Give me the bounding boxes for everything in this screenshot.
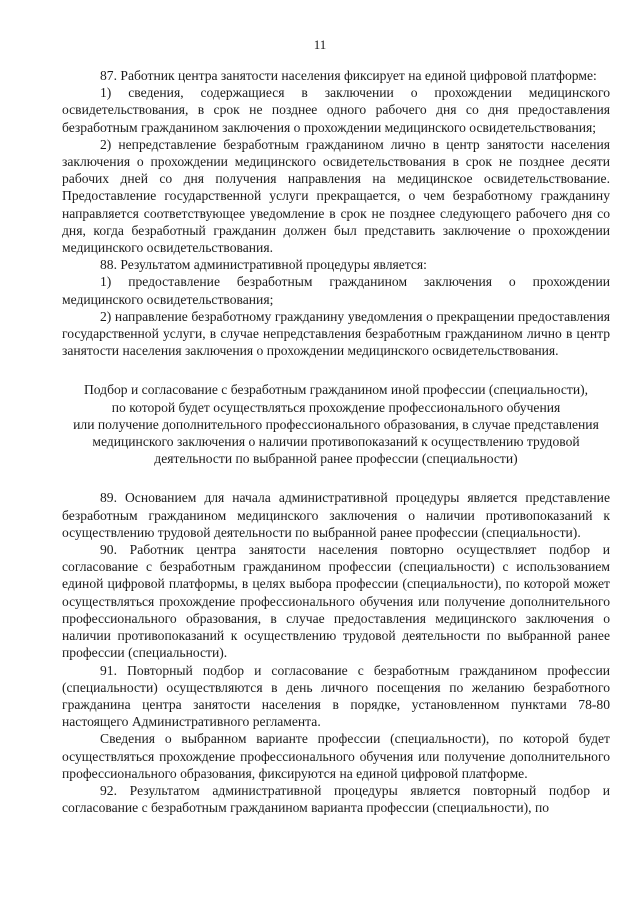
section-heading bbox=[62, 381, 610, 467]
document-body bbox=[62, 67, 610, 816]
paragraph-91: 91. Повторный подбор и согласование с безработным гражданином профессии (специальности) осуществляются в день личного посещения по желанию безработного гражданина центра занятости населения в порядке, установленном пунктами 78-80 настоящего Административного регламента. bbox=[62, 662, 610, 730]
section-heading-line: или получение дополнительного профессионального образования, в случае представления bbox=[73, 416, 599, 432]
paragraph-90: 90. Работник центра занятости населения повторно осуществляет подбор и согласование с безработным гражданином профессии (специальности) с использованием единой цифровой платформы, в целях выбора профессии (специальности), по которой может осуществляться прохождение профессионального обучения или получение дополнительного профессионального образования, в случае предоставления медицинского заключения о наличии противопоказаний к осуществлению трудовой деятельности по выбранной ранее профессии (специальности). bbox=[62, 542, 610, 661]
section-heading-line: деятельности по выбранной ранее профессии (специальности) bbox=[154, 451, 518, 467]
paragraph-88-item-2: 2) направление безработному гражданину уведомления о прекращении предоставления государственной услуги, в случае непредставления безработным гражданином лично в центр занятости населения заключения о прохождении медицинского освидетельствования. bbox=[62, 308, 610, 359]
paragraph-91-info: Сведения о выбранном варианте профессии (специальности), по которой будет осуществляться прохождение профессионального обучения или получение дополнительного профессионального образования, фиксируются на единой цифровой платформе. bbox=[62, 731, 610, 781]
paragraph-87-item-1: 1) сведения, содержащиеся в заключении о прохождении медицинского освидетельствования, в срок не позднее одного рабочего дня со дня предоставления безработным гражданином заключения о прохождении медицинского освидетельствования; bbox=[62, 85, 610, 135]
section-heading-line: медицинского заключения о наличии противопоказаний к осуществлению трудовой bbox=[92, 434, 580, 450]
section-heading-line: по которой будет осуществляться прохождение профессионального обучения bbox=[111, 399, 561, 415]
paragraph-88: 88. Результатом административной процедуры является: bbox=[100, 257, 427, 273]
paragraph-87: 87. Работник центра занятости населения фиксирует на единой цифровой платформе: bbox=[100, 68, 597, 83]
paragraph-88-item-1: 1) предоставление безработным гражданином заключения о прохождении медицинского освидетельствования; bbox=[62, 274, 610, 307]
page-number: 11 bbox=[313, 37, 327, 52]
paragraph-89: 89. Основанием для начала административной процедуры является представление безработным гражданином медицинского заключения о наличии противопоказаний к осуществлению трудовой деятельности по выбранной ранее профессии (специальности). bbox=[62, 490, 610, 540]
paragraph-87-item-2: 2) непредставление безработным гражданином лично в центр занятости населения заключения о прохождении медицинского освидетельствования в срок не позднее десяти рабочих дней со дня получения направления на медицинское освидетельствование. Предоставление государственной услуги прекращается, о чем безработному гражданину направляется соответствующее уведомление в срок не позднее следующего рабочего дня со дня, когда безработный гражданин должен был представить заключение о прохождении медицинского освидетельствования. bbox=[62, 136, 610, 256]
section-heading-line: Подбор и согласование с безработным гражданином иной профессии (специальности), bbox=[83, 382, 589, 398]
paragraph-92: 92. Результатом административной процедуры является повторный подбор и согласование с безработным гражданином варианта профессии (специальности), по bbox=[62, 782, 610, 816]
